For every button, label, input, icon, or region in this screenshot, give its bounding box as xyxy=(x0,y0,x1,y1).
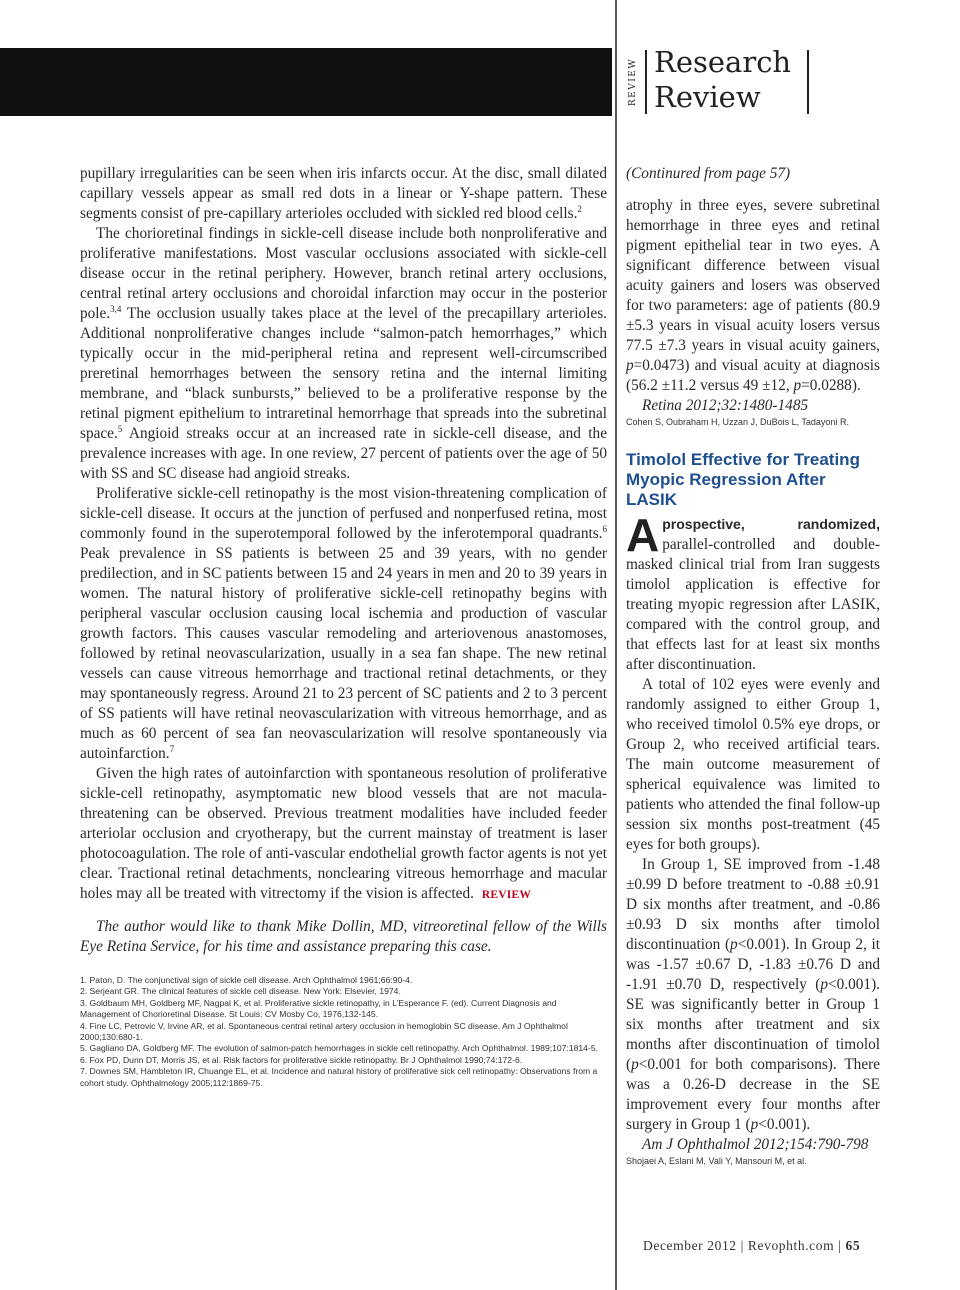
lead-in: prospective, randomized, xyxy=(662,516,880,532)
paragraph: atrophy in three eyes, severe subretinal hemorrhage in three eyes and retinal pigment epithelial tear in two eyes. A significant difference between visual acuity gainers and losers was observed for two parameters: age of patients (80.9 ±5.3 years in visual acuity losers versus 77.5 ±7.3 years in visual acuity gainers, p=0.0473) and visual acuity at diagnosis (56.2 ±11.2 versus 49 ±12, p=0.0288). xyxy=(626,197,880,394)
section-label-vertical: REVIEW xyxy=(628,57,638,107)
reference-item: 2. Serjeant GR. The clinical features of sickle cell disease. New York: Elsevier, 1974. xyxy=(80,986,401,997)
reference-item: 7. Downes SM, Hambleton IR, Chuange EL, et al. Incidence and natural history of proliferative sick cell retinopathy: Observations from a cohort study. Ophthalmology 2005;112:1869-75. xyxy=(80,1066,598,1088)
paragraph: pupillary irregularities can be seen when iris infarcts occur. At the disc, small dilated capillary vessels appear as small red dots in a linear or Y-shape pattern. These segments consist of pre-capillary arterioles occluded with sickled red blood cells.$^2$ xyxy=(80,165,607,222)
section-brand xyxy=(624,45,824,116)
article-headline: Timolol Effective for Treating Myopic Regression After LASIK xyxy=(626,450,860,509)
paragraph: A total of 102 eyes were evenly and randomly assigned to either Group 1, who received timolol 0.5% eye drops, or Group 2, who received artificial tears. The main outcome measurement of spherical equivalence was limited to patients who attended the final follow-up session six months post-treatment (45 eyes for both groups). xyxy=(626,676,880,853)
citation: Am J Ophthalmol 2012;154:790-798 xyxy=(642,1136,869,1153)
website: Revophth.com xyxy=(747,1238,835,1253)
header-black-bar xyxy=(0,48,612,116)
reference-item: 6. Fox PD, Dunn DT, Morris JS, et al. Risk factors for proliferative sickle retinopathy. Br J Ophthalmol 1990;74:172-6. xyxy=(80,1054,523,1065)
citation-authors: Cohen S, Oubraham H, Uzzan J, DuBois L, Tadayoni R. xyxy=(626,417,849,427)
reference-item: 3. Goldbaum MH, Goldberg MF, Nagpal K, et al. Proliferative sickle retinopathy, in L’Esperance F. (ed). Current Diagnosis and Management of Chorioretinal Disease. St Louis: CV Mosby Co, 1976,132-145. xyxy=(80,997,557,1020)
reference-list xyxy=(80,975,607,1089)
section-title: Research Review xyxy=(654,45,792,114)
page-number: 65 xyxy=(845,1238,861,1253)
end-mark: REVIEW xyxy=(481,889,532,901)
brand-divider xyxy=(807,50,809,114)
paragraph: Aprospective, randomized, parallel-controlled and double-masked clinical trial from Iran suggests timolol application is effective for treating myopic regression after LASIK, compared with the control group, and that effects last for at least six months after discontinuation. xyxy=(626,509,880,673)
right-review-column xyxy=(626,164,880,1167)
brand-divider xyxy=(645,50,647,114)
paragraph: Given the high rates of autoinfarction with spontaneous resolution of proliferative sickle-cell retinopathy, asymptomatic new blood vessels that are not macula-threatening can be observed. Previous treatment modalities have included feeder arteriolar occlusion and cryotherapy, but the current mainstay of treatment is laser photocoagulation. The role of anti-vascular endothelial growth factor agents is not yet clear. Tractional retinal detachments, nonclearing vitreous hemorrhage and macular holes may all be treated with vitrectomy if the vision is affected. REVIEW xyxy=(80,765,607,902)
paragraph: The chorioretinal findings in sickle-cell disease include both nonproliferative and proliferative manifestations. Most vascular occlusions associated with sickle-cell disease occur in the retinal periphery. However, branch retinal artery occlusions, central retinal artery occlusions and choroidal infarction may occur in the posterior pole.$^{3,4}$ The occlusion usually takes place at the level of the precapillary arterioles. Additional nonproliferative changes include “salmon-patch hemorrhages,” which typically occur in the mid-peripheral retina and represent well-circumscribed preretinal hemorrhages between the sensory retina and the internal limiting membrane, and “black sunbursts,” believed to be a proliferative response by the retinal pigment epithelium to intraretinal hemorrhage that spreads into the subretinal space.$^5$ Angioid streaks occur at an increased rate in sickle-cell disease, and the prevalence increases with age. In one review, 27 percent of patients over the age of 50 with SS and SC disease had angioid streaks. xyxy=(80,225,607,482)
reference-item: 4. Fine LC, Petrovic V, Irvine AR, et al. Spontaneous central retinal artery occlusion in hemoglobin SC disease. Am J Ophthalmol 2000;130:680-1. xyxy=(80,1020,568,1043)
issue-date: December 2012 xyxy=(643,1238,737,1253)
column-divider xyxy=(615,0,617,1290)
paragraph: Proliferative sickle-cell retinopathy is the most vision-threatening complication of sickle-cell disease. It occurs at the junction of perfused and nonperfused retina, most commonly found in the superotemporal followed by the inferotemporal quadrants.$^6$ Peak prevalence in SS patients is between 25 and 39 years, with no gender predilection, and in SC patients between 15 and 24 years in men and 20 to 39 years in women. The natural history of proliferative sickle-cell retinopathy begins with peripheral vascular occlusion causing local ischemia and production of vascular growth factors. This causes vascular remodeling and arteriovenous anastomoses, followed by retinal neovascularization, usually in a sea fan shape. The new retinal vessels can cause vitreous hemorrhage and tractional retinal detachments, or they may spontaneously regress. Around 21 to 23 percent of SC patients and 2 to 3 percent of SS patients will have retinal neovascularization with vitreous hemorrhage, and as much as 60 percent of sea fan neovascularization will resolve spontaneously via autoinfarction.$^7$ xyxy=(80,485,607,762)
continued-note: (Continured from page 57) xyxy=(626,165,791,182)
paragraph: In Group 1, SE improved from -1.48 ±0.99 D before treatment to -0.88 ±0.91 D six months after treatment, and -0.86 ±0.93 D six months after timolol discontinuation (p<0.001). In Group 2, it was -1.57 ±0.67 D, -1.83 ±0.76 D and -1.91 ±0.70 D, respectively (p<0.001). SE was significantly better in Group 1 six months after treatment and six months after discontinuation of timolol (p<0.001 for both comparisons). There was a 0.26-D decrease in the SE improvement every four months after surgery in Group 1 (p<0.001). xyxy=(626,856,880,1133)
citation: Retina 2012;32:1480-1485 xyxy=(642,397,809,414)
page-footer: December 2012 | Revophth.com | 65 xyxy=(643,1238,861,1253)
left-article-column xyxy=(80,164,607,1089)
drop-cap: A xyxy=(626,509,660,561)
reference-item: 1. Paton, D. The conjunctival sign of sickle cell disease. Arch Ophthalmol 1961;66:90-4. xyxy=(80,975,413,985)
reference-item: 5. Gagliano DA, Goldberg MF. The evolution of salmon-patch hemorrhages in sickle cell retinopathy. Arch Ophthalmol. 1989;107:1814-5. xyxy=(80,1043,598,1054)
citation-authors: Shojaei A, Eslani M, Vali Y, Mansouri M, et al. xyxy=(626,1156,807,1166)
acknowledgment: The author would like to thank Mike Dollin, MD, vitreoretinal fellow of the Wills Eye Retina Service, for his time and assistance preparing this case. xyxy=(80,918,607,955)
